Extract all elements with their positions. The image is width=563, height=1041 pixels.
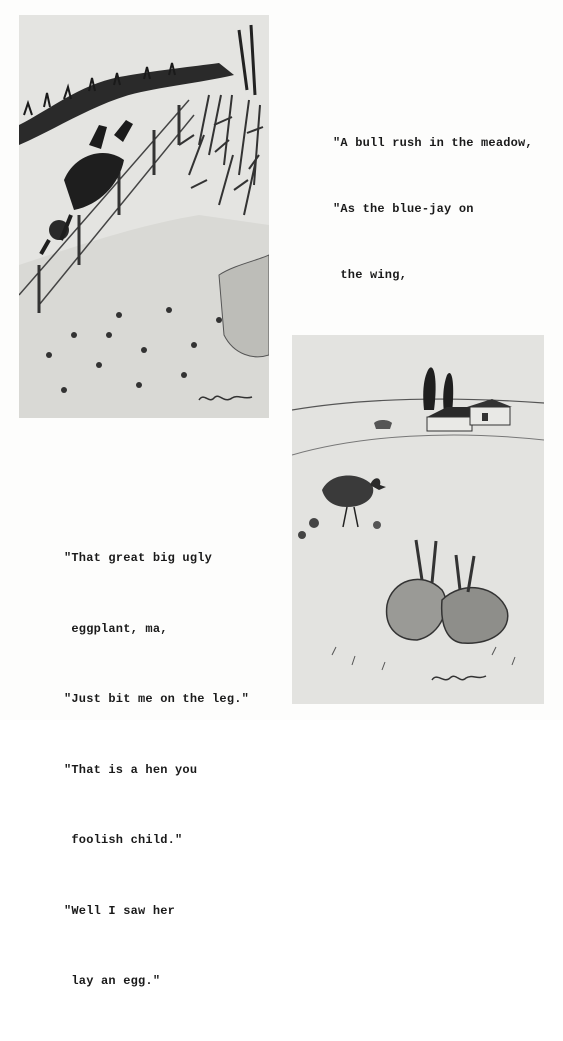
verse-line: foolish child." bbox=[64, 833, 183, 847]
verse-eggplant bbox=[64, 500, 249, 1041]
verse-line: lay an egg." bbox=[64, 974, 161, 988]
verse-line: "That great big ugly bbox=[64, 551, 213, 565]
farmer-fence-drawing bbox=[19, 15, 269, 418]
verse-line: the wing, bbox=[333, 268, 408, 282]
hen-rabbit-drawing bbox=[292, 335, 544, 704]
illustration-hen-rabbit bbox=[292, 335, 544, 704]
illustration-farmer-fence bbox=[19, 15, 269, 418]
verse-line: "As the blue-jay on bbox=[333, 202, 474, 216]
verse-line: "That is a hen you bbox=[64, 762, 198, 777]
verse-line: "Just bit me on the leg." bbox=[64, 692, 250, 706]
verse-line: "A bull rush in the meadow, bbox=[333, 136, 533, 150]
verse-line: eggplant, ma, bbox=[64, 621, 168, 636]
verse-line: "Well I saw her bbox=[64, 903, 176, 918]
